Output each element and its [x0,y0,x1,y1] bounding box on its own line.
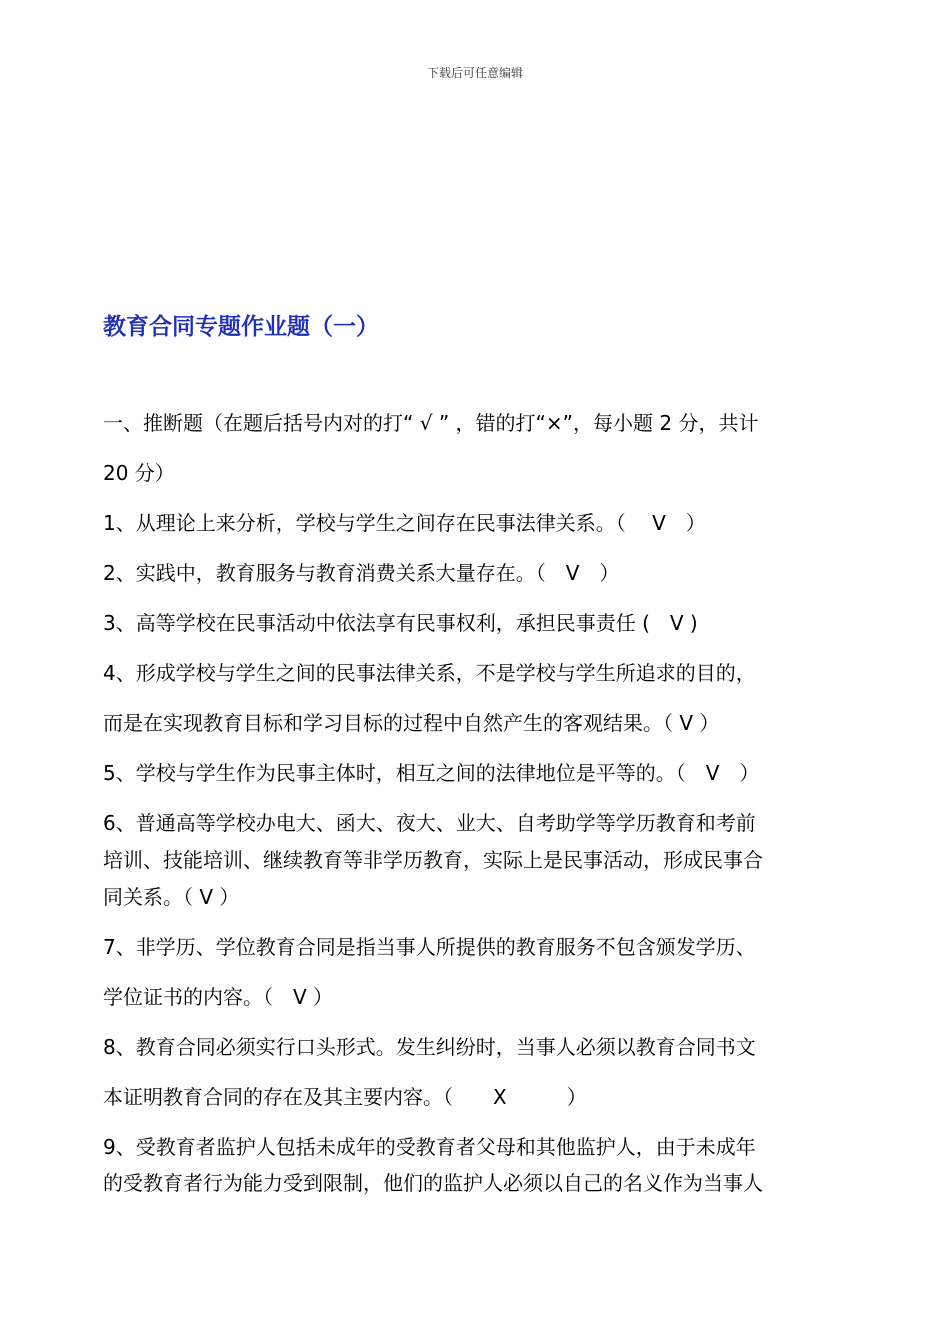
document-title: 教育合同专题作业题（一） [103,314,379,340]
question-9-line-2: 的受教育者行为能力受到限制，他们的监护人必须以自己的名义作为当事人 [103,1171,763,1195]
question-4-line-2: 而是在实现教育目标和学习目标的过程中自然产生的客观结果。（ V ） [103,711,720,735]
section-heading-line-2: 20 分） [103,461,175,485]
question-7-line-1: 7、非学历、学位教育合同是指当事人所提供的教育服务不包含颁发学历、 [103,935,756,959]
header-note: 下载后可任意编辑 [426,66,523,80]
question-4-line-1: 4、形成学校与学生之间的民事法律关系，不是学校与学生所追求的目的， [103,661,756,685]
question-6-line-1: 6、普通高等学校办电大、函大、夜大、业大、自考助学等学历教育和考前 [103,811,756,835]
question-6-line-3: 同关系。（ V ） [103,885,240,909]
question-8-line-2: 本证明教育合同的存在及其主要内容。（ X ） [103,1085,587,1109]
question-1: 1、从理论上来分析，学校与学生之间存在民事法律关系。（ V ） [103,511,706,535]
question-3: 3、高等学校在民事活动中依法享有民事权利，承担民事责任 ( V ) [103,611,698,635]
question-7-line-2: 学位证书的内容。（ V ） [103,985,334,1009]
section-heading-line-1: 一、推断题（在题后括号内对的打“ √ ” ，错的打“×”，每小题 2 分，共计 [103,411,759,435]
question-5: 5、学校与学生作为民事主体时，相互之间的法律地位是平等的。（ V ） [103,761,760,785]
question-9-line-1: 9、受教育者监护人包括未成年的受教育者父母和其他监护人，由于未成年 [103,1135,756,1159]
question-2: 2、实践中，教育服务与教育消费关系大量存在。（ V ） [103,561,620,585]
question-8-line-1: 8、教育合同必须实行口头形式。发生纠纷时，当事人必须以教育合同书文 [103,1035,756,1059]
question-6-line-2: 培训、技能培训、继续教育等非学历教育，实际上是民事活动，形成民事合 [103,848,763,872]
